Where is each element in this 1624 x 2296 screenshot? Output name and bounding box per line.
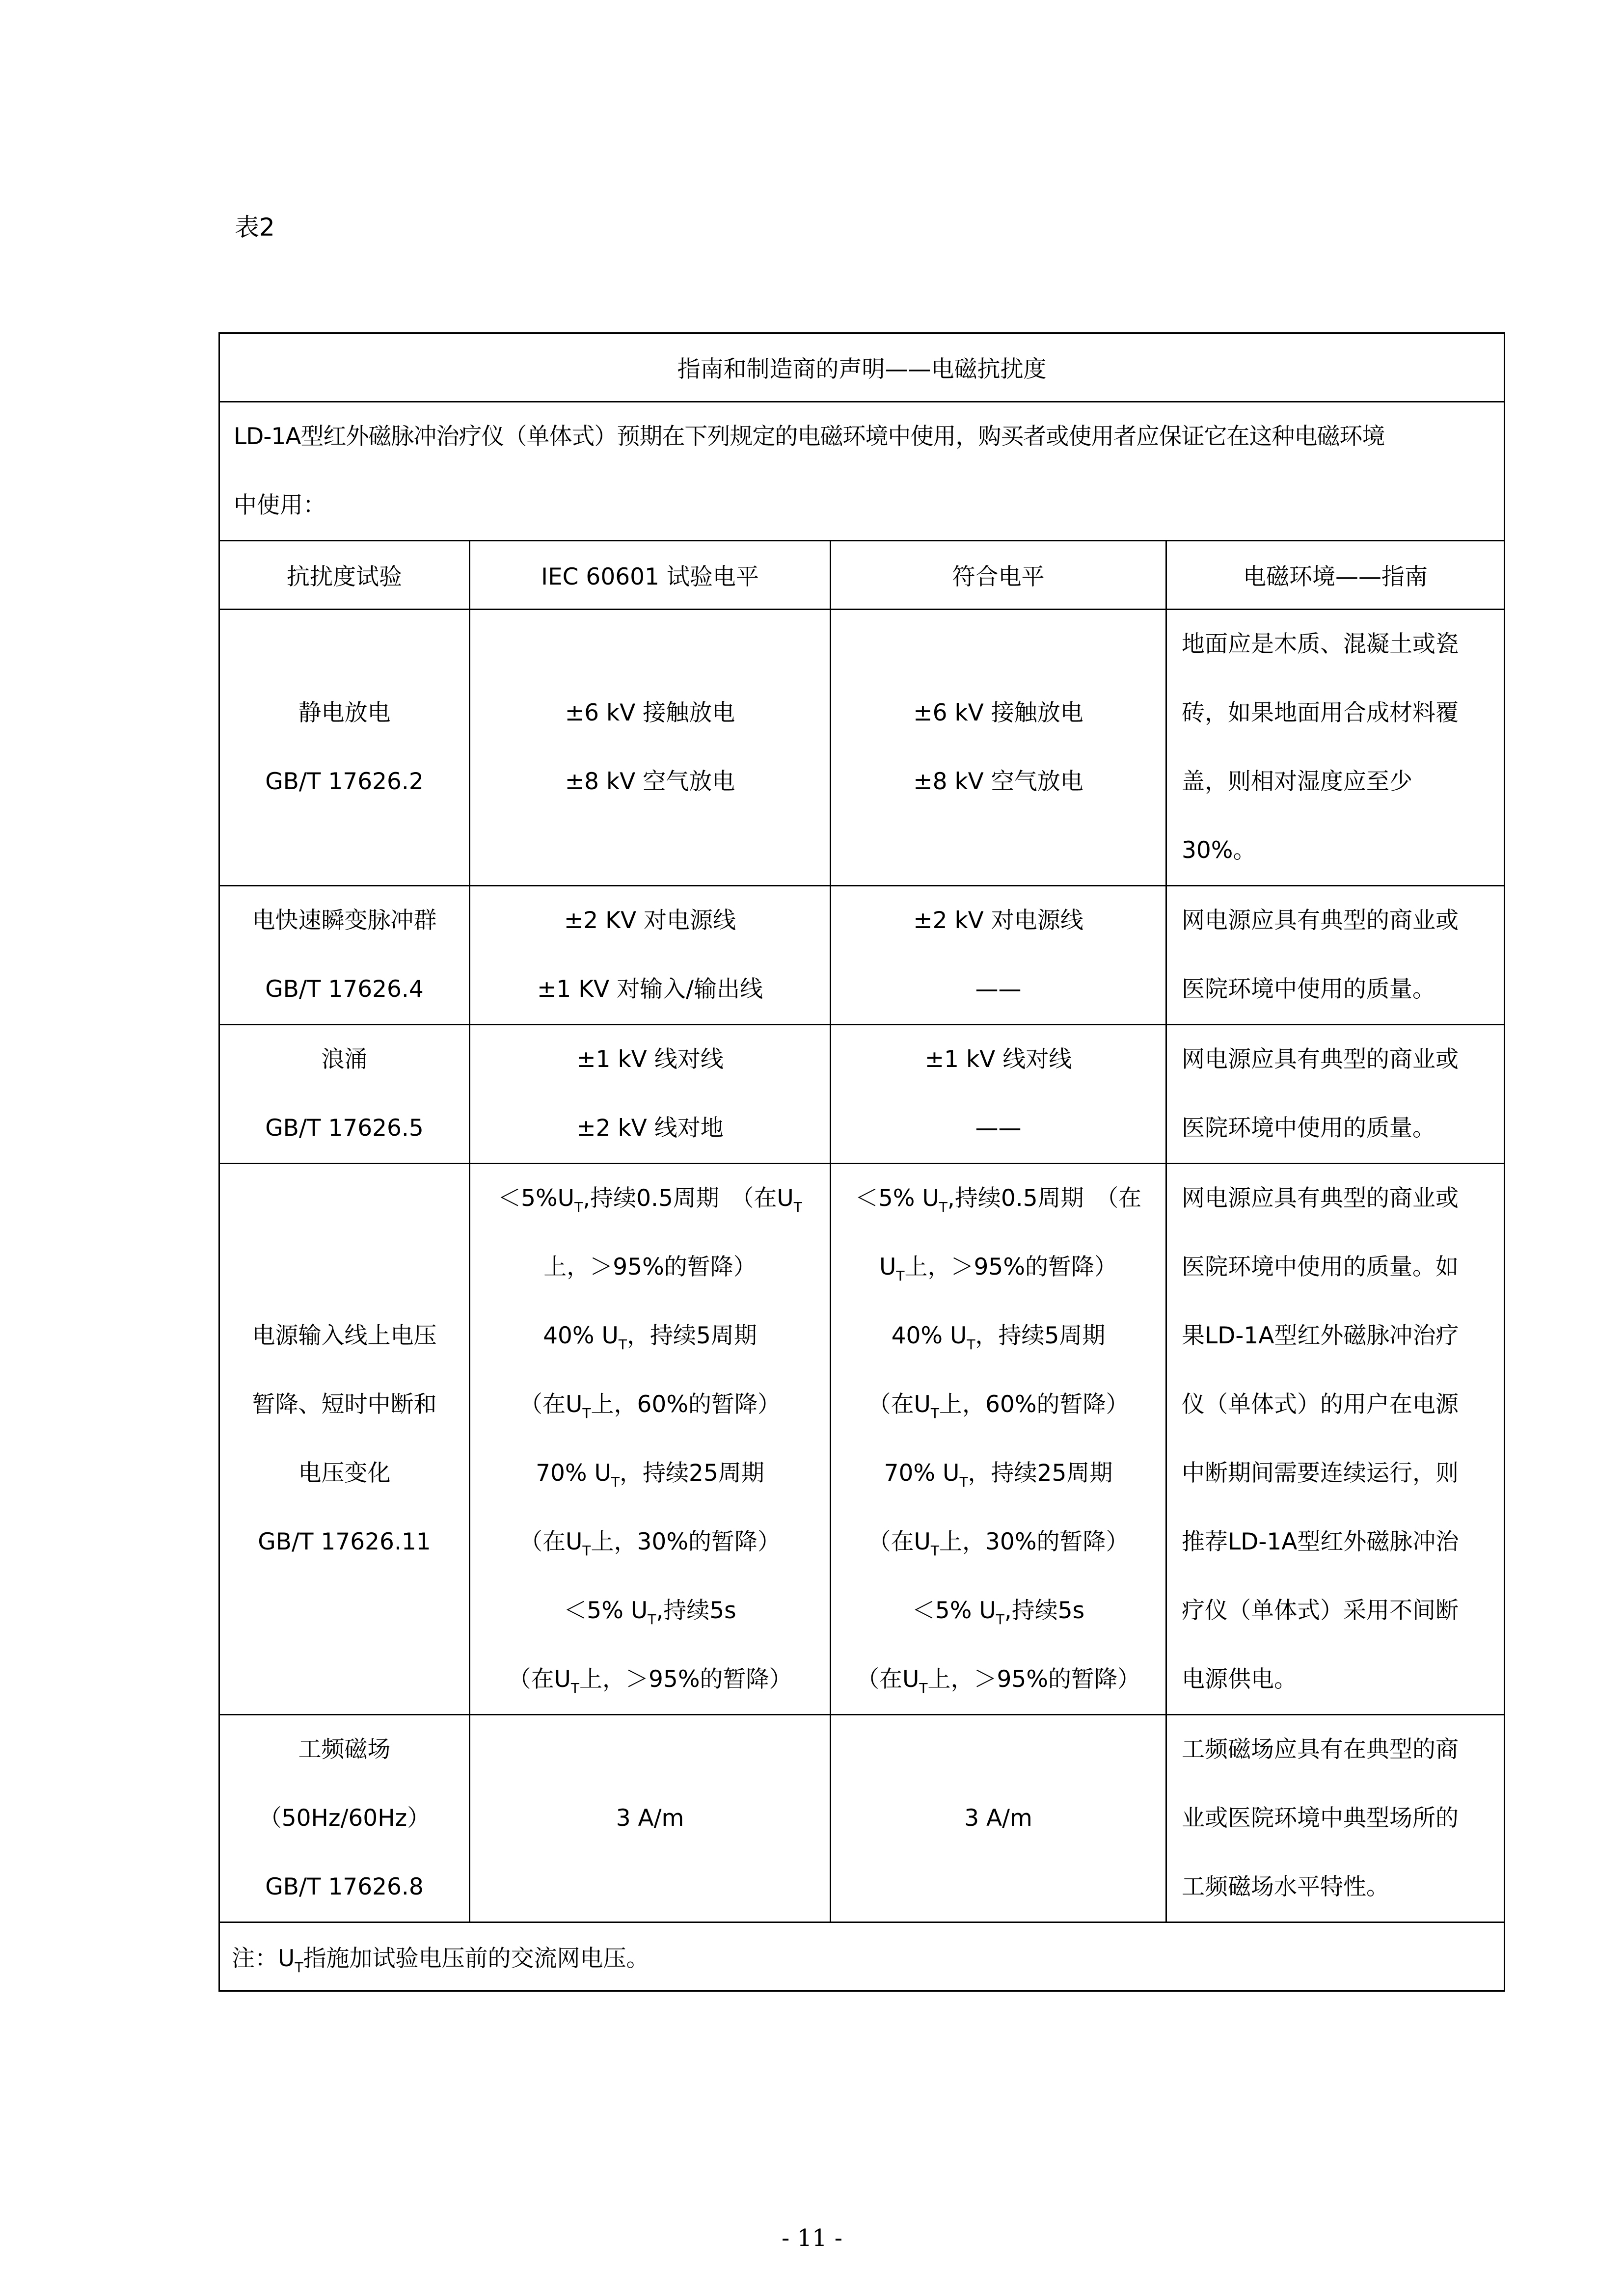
dips-test-std: GB/T 17626.11 [258, 1528, 431, 1555]
table-row-eft [219, 886, 1505, 1025]
eft-comp-line: ±2 kV 对电源线 [913, 907, 1083, 934]
dips-guide-line: 医院环境中使用的质量。如 [1182, 1254, 1459, 1281]
table-intro [219, 402, 1505, 541]
surge-test [219, 1025, 470, 1164]
eft-guide-line: 医院环境中使用的质量。 [1182, 976, 1435, 1003]
dips-guide-line: 网电源应具有典型的商业或 [1182, 1185, 1459, 1212]
eft-guide-line: 网电源应具有典型的商业或 [1182, 907, 1459, 934]
table-note: 注：$U_T$指施加试验电压前的交流网电压。 [219, 1922, 1505, 1991]
table-label: 表2 [235, 213, 275, 241]
surge-comp-line: —— [975, 1115, 1022, 1142]
dips-iec-line: 40% $U_T$，持续5周期 [543, 1322, 757, 1353]
header-immunity-test: 抗扰度试验 [219, 541, 470, 610]
mag-test-std: GB/T 17626.8 [265, 1873, 424, 1900]
dips-comp-line: （在$U_T$上，30%的暂降） [867, 1528, 1129, 1559]
esd-guide [1166, 610, 1505, 886]
mag-guide [1166, 1715, 1505, 1922]
dips-guide-line: 中断期间需要连续运行，则 [1182, 1460, 1459, 1487]
eft-test-std: GB/T 17626.4 [265, 976, 424, 1003]
mag-comp [831, 1715, 1166, 1922]
mag-test-name: 工频磁场 [298, 1736, 391, 1763]
dips-test [219, 1164, 470, 1715]
dips-comp-line: （在$U_T$上，＞95%的暂降） [856, 1666, 1140, 1696]
eft-test-name: 电快速瞬变脉冲群 [252, 907, 437, 934]
dips-comp-line: 70% $U_T$，持续25周期 [884, 1460, 1113, 1490]
dips-comp-line: 40% $U_T$，持续5周期 [891, 1322, 1106, 1353]
surge-guide-line: 网电源应具有典型的商业或 [1182, 1046, 1459, 1073]
dips-iec-line: 70% $U_T$，持续25周期 [536, 1460, 764, 1490]
dips-guide-line: 仪（单体式）的用户在电源 [1182, 1391, 1459, 1418]
esd-guide-line: 地面应是木质、混凝土或瓷 [1182, 631, 1459, 658]
intro-line-1: LD-1A型红外磁脉冲治疗仪（单体式）预期在下列规定的电磁环境中使用，购买者或使用者应保证它在这种电磁环境 [234, 423, 1385, 450]
eft-test [219, 886, 470, 1025]
header-compliance-level: 符合电平 [831, 541, 1166, 610]
surge-iec [470, 1025, 831, 1164]
dips-comp [831, 1164, 1166, 1715]
header-row [219, 541, 1505, 610]
esd-iec-line: ±8 kV 空气放电 [565, 768, 735, 795]
mag-iec-value: 3 A/m [616, 1805, 684, 1832]
intro-line-2: 中使用： [234, 492, 326, 519]
mag-test-freq: （50Hz/60Hz） [258, 1805, 431, 1832]
mag-test [219, 1715, 470, 1922]
eft-iec-line: ±1 KV 对输入/输出线 [537, 976, 763, 1003]
table-title-row [219, 333, 1505, 402]
esd-comp-line: ±8 kV 空气放电 [913, 768, 1083, 795]
dips-guide-line: 疗仪（单体式）采用不间断 [1182, 1597, 1459, 1624]
surge-iec-line: ±1 kV 线对线 [576, 1046, 724, 1073]
esd-test-name: 静电放电 [298, 699, 391, 726]
dips-iec-line: 上，＞95%的暂降） [543, 1254, 757, 1281]
mag-guide-line: 工频磁场应具有在典型的商 [1182, 1736, 1459, 1763]
dips-comp-line: （在$U_T$上，60%的暂降） [867, 1391, 1129, 1421]
table-note-row [219, 1922, 1505, 1991]
dips-test-line: 暂降、短时中断和 [252, 1391, 437, 1418]
esd-comp-line: ±6 kV 接触放电 [913, 699, 1083, 726]
mag-iec [470, 1715, 831, 1922]
esd-iec [470, 610, 831, 886]
header-guidance: 电磁环境——指南 [1166, 541, 1505, 610]
esd-comp [831, 610, 1166, 886]
dips-test-line: 电压变化 [298, 1460, 391, 1487]
table-row-esd [219, 610, 1505, 886]
eft-iec-line: ±2 KV 对电源线 [564, 907, 736, 934]
dips-iec-line: （在$U_T$上，30%的暂降） [519, 1528, 781, 1559]
dips-iec-line: ＜5% $U_T$,持续5s [564, 1597, 736, 1628]
dips-comp-line: ＜5% $U_T$,持续5s [912, 1597, 1085, 1628]
mag-comp-value: 3 A/m [964, 1805, 1032, 1832]
emc-immunity-table [218, 332, 1505, 1992]
table-row-voltage-dips [219, 1164, 1505, 1715]
surge-test-std: GB/T 17626.5 [265, 1115, 424, 1142]
esd-guide-line: 30%。 [1182, 837, 1256, 864]
surge-guide-line: 医院环境中使用的质量。 [1182, 1115, 1435, 1142]
eft-guide [1166, 886, 1505, 1025]
esd-iec-line: ±6 kV 接触放电 [565, 699, 735, 726]
eft-iec [470, 886, 831, 1025]
dips-guide-line: 果LD-1A型红外磁脉冲治疗 [1182, 1322, 1459, 1349]
eft-comp-line: —— [975, 976, 1022, 1003]
mag-guide-line: 业或医院环境中典型场所的 [1182, 1805, 1459, 1832]
dips-iec-line: （在$U_T$上，＞95%的暂降） [508, 1666, 792, 1696]
dips-comp-line: $U_T$上，＞95%的暂降） [879, 1254, 1117, 1284]
eft-comp [831, 886, 1166, 1025]
table-row-magnetic-field [219, 1715, 1505, 1922]
header-iec-level: IEC 60601 试验电平 [470, 541, 831, 610]
dips-iec [470, 1164, 831, 1715]
dips-guide [1166, 1164, 1505, 1715]
dips-test-line: 电源输入线上电压 [252, 1322, 437, 1349]
dips-comp-line: ＜5% $U_T$,持续0.5周期 （在 [855, 1185, 1142, 1215]
dips-guide-line: 推荐LD-1A型红外磁脉冲治 [1182, 1528, 1459, 1555]
esd-guide-line: 砖，如果地面用合成材料覆 [1182, 699, 1459, 726]
surge-iec-line: ±2 kV 线对地 [576, 1115, 724, 1142]
table-intro-row [219, 402, 1505, 541]
esd-test-std: GB/T 17626.2 [265, 768, 424, 795]
table-row-surge [219, 1025, 1505, 1164]
esd-test [219, 610, 470, 886]
surge-comp-line: ±1 kV 线对线 [924, 1046, 1072, 1073]
page-number: - 11 - [781, 2224, 843, 2252]
table-title: 指南和制造商的声明——电磁抗扰度 [219, 333, 1505, 402]
surge-guide [1166, 1025, 1505, 1164]
dips-iec-line: （在$U_T$上，60%的暂降） [519, 1391, 781, 1421]
dips-iec-line: $<5\%U_T$,持续0.5周期 （在$U_T$ [498, 1185, 802, 1215]
surge-test-name: 浪涌 [321, 1046, 368, 1073]
surge-comp [831, 1025, 1166, 1164]
dips-guide-line: 电源供电。 [1182, 1666, 1297, 1693]
esd-guide-line: 盖，则相对湿度应至少 [1182, 768, 1412, 795]
mag-guide-line: 工频磁场水平特性。 [1182, 1873, 1389, 1900]
